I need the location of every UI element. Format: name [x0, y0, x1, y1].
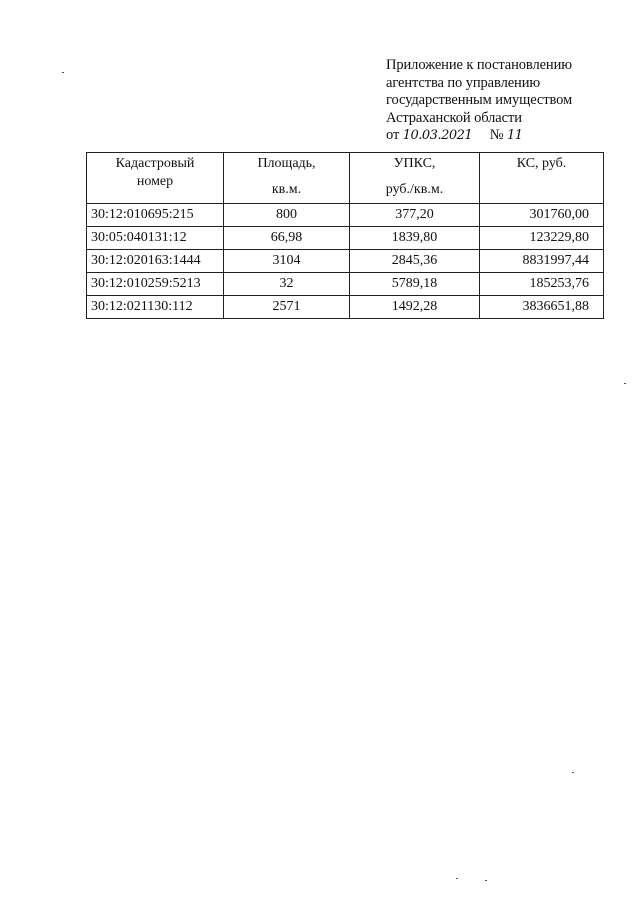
- cell-cadastral: 30:12:010695:215: [87, 204, 224, 227]
- table-header: [87, 153, 604, 204]
- appendix-date-line: [386, 127, 626, 145]
- table-row: [87, 204, 604, 227]
- cell-upks: 1839,80: [350, 227, 480, 250]
- cell-area: 2571: [224, 296, 350, 319]
- header-upks-line2: руб./кв.м.: [385, 182, 444, 197]
- cell-ks: 185253,76: [480, 273, 604, 296]
- header-row: [87, 153, 604, 204]
- header-ks-line1: КС, руб.: [516, 156, 567, 171]
- cell-cadastral: 30:12:021130:112: [87, 296, 224, 319]
- cell-area: 66,98: [224, 227, 350, 250]
- handwritten-number: 11: [506, 128, 523, 143]
- cell-cadastral: 30:12:020163:1444: [87, 250, 224, 273]
- appendix-line-1: Приложение к постановлению: [386, 57, 572, 73]
- appendix-header: [386, 57, 626, 145]
- scan-speck: [572, 772, 574, 773]
- cell-upks: 5789,18: [350, 273, 480, 296]
- header-cadastral-line2: номер: [136, 174, 174, 189]
- scan-speck: [456, 878, 458, 879]
- table-row: [87, 227, 604, 250]
- cell-ks: 8831997,44: [480, 250, 604, 273]
- header-cadastral-number: [87, 153, 224, 204]
- header-ks: [480, 153, 604, 204]
- cell-upks: 377,20: [350, 204, 480, 227]
- cell-ks: 123229,80: [480, 227, 604, 250]
- appendix-line-2: агентства по управлению: [386, 74, 541, 91]
- handwritten-date: 10.03.2021: [402, 128, 473, 143]
- cadastral-table: [86, 152, 604, 319]
- scan-speck: [624, 383, 626, 384]
- cell-cadastral: 30:05:040131:12: [87, 227, 224, 250]
- header-area-line1: Площадь,: [257, 156, 316, 171]
- cell-upks: 2845,36: [350, 250, 480, 273]
- header-area: [224, 153, 350, 204]
- header-cadastral-line1: Кадастровый: [115, 156, 195, 171]
- header-upks-line1: УПКС,: [393, 156, 436, 171]
- appendix-line-4: Астраханской области: [386, 109, 522, 126]
- number-prefix: №: [489, 127, 504, 143]
- cell-area: 800: [224, 204, 350, 227]
- header-upks: [350, 153, 480, 204]
- appendix-line-3: государственным имуществом: [386, 92, 573, 108]
- table-row: [87, 250, 604, 273]
- table-body: [87, 204, 604, 319]
- scan-speck: [62, 72, 64, 73]
- date-prefix: от: [386, 127, 400, 143]
- cell-ks: 301760,00: [480, 204, 604, 227]
- cell-ks: 3836651,88: [480, 296, 604, 319]
- cell-area: 32: [224, 273, 350, 296]
- scan-speck: [485, 880, 487, 881]
- cell-upks: 1492,28: [350, 296, 480, 319]
- cell-cadastral: 30:12:010259:5213: [87, 273, 224, 296]
- table-row: [87, 273, 604, 296]
- table-row: [87, 296, 604, 319]
- cell-area: 3104: [224, 250, 350, 273]
- header-area-line2: кв.м.: [271, 182, 302, 197]
